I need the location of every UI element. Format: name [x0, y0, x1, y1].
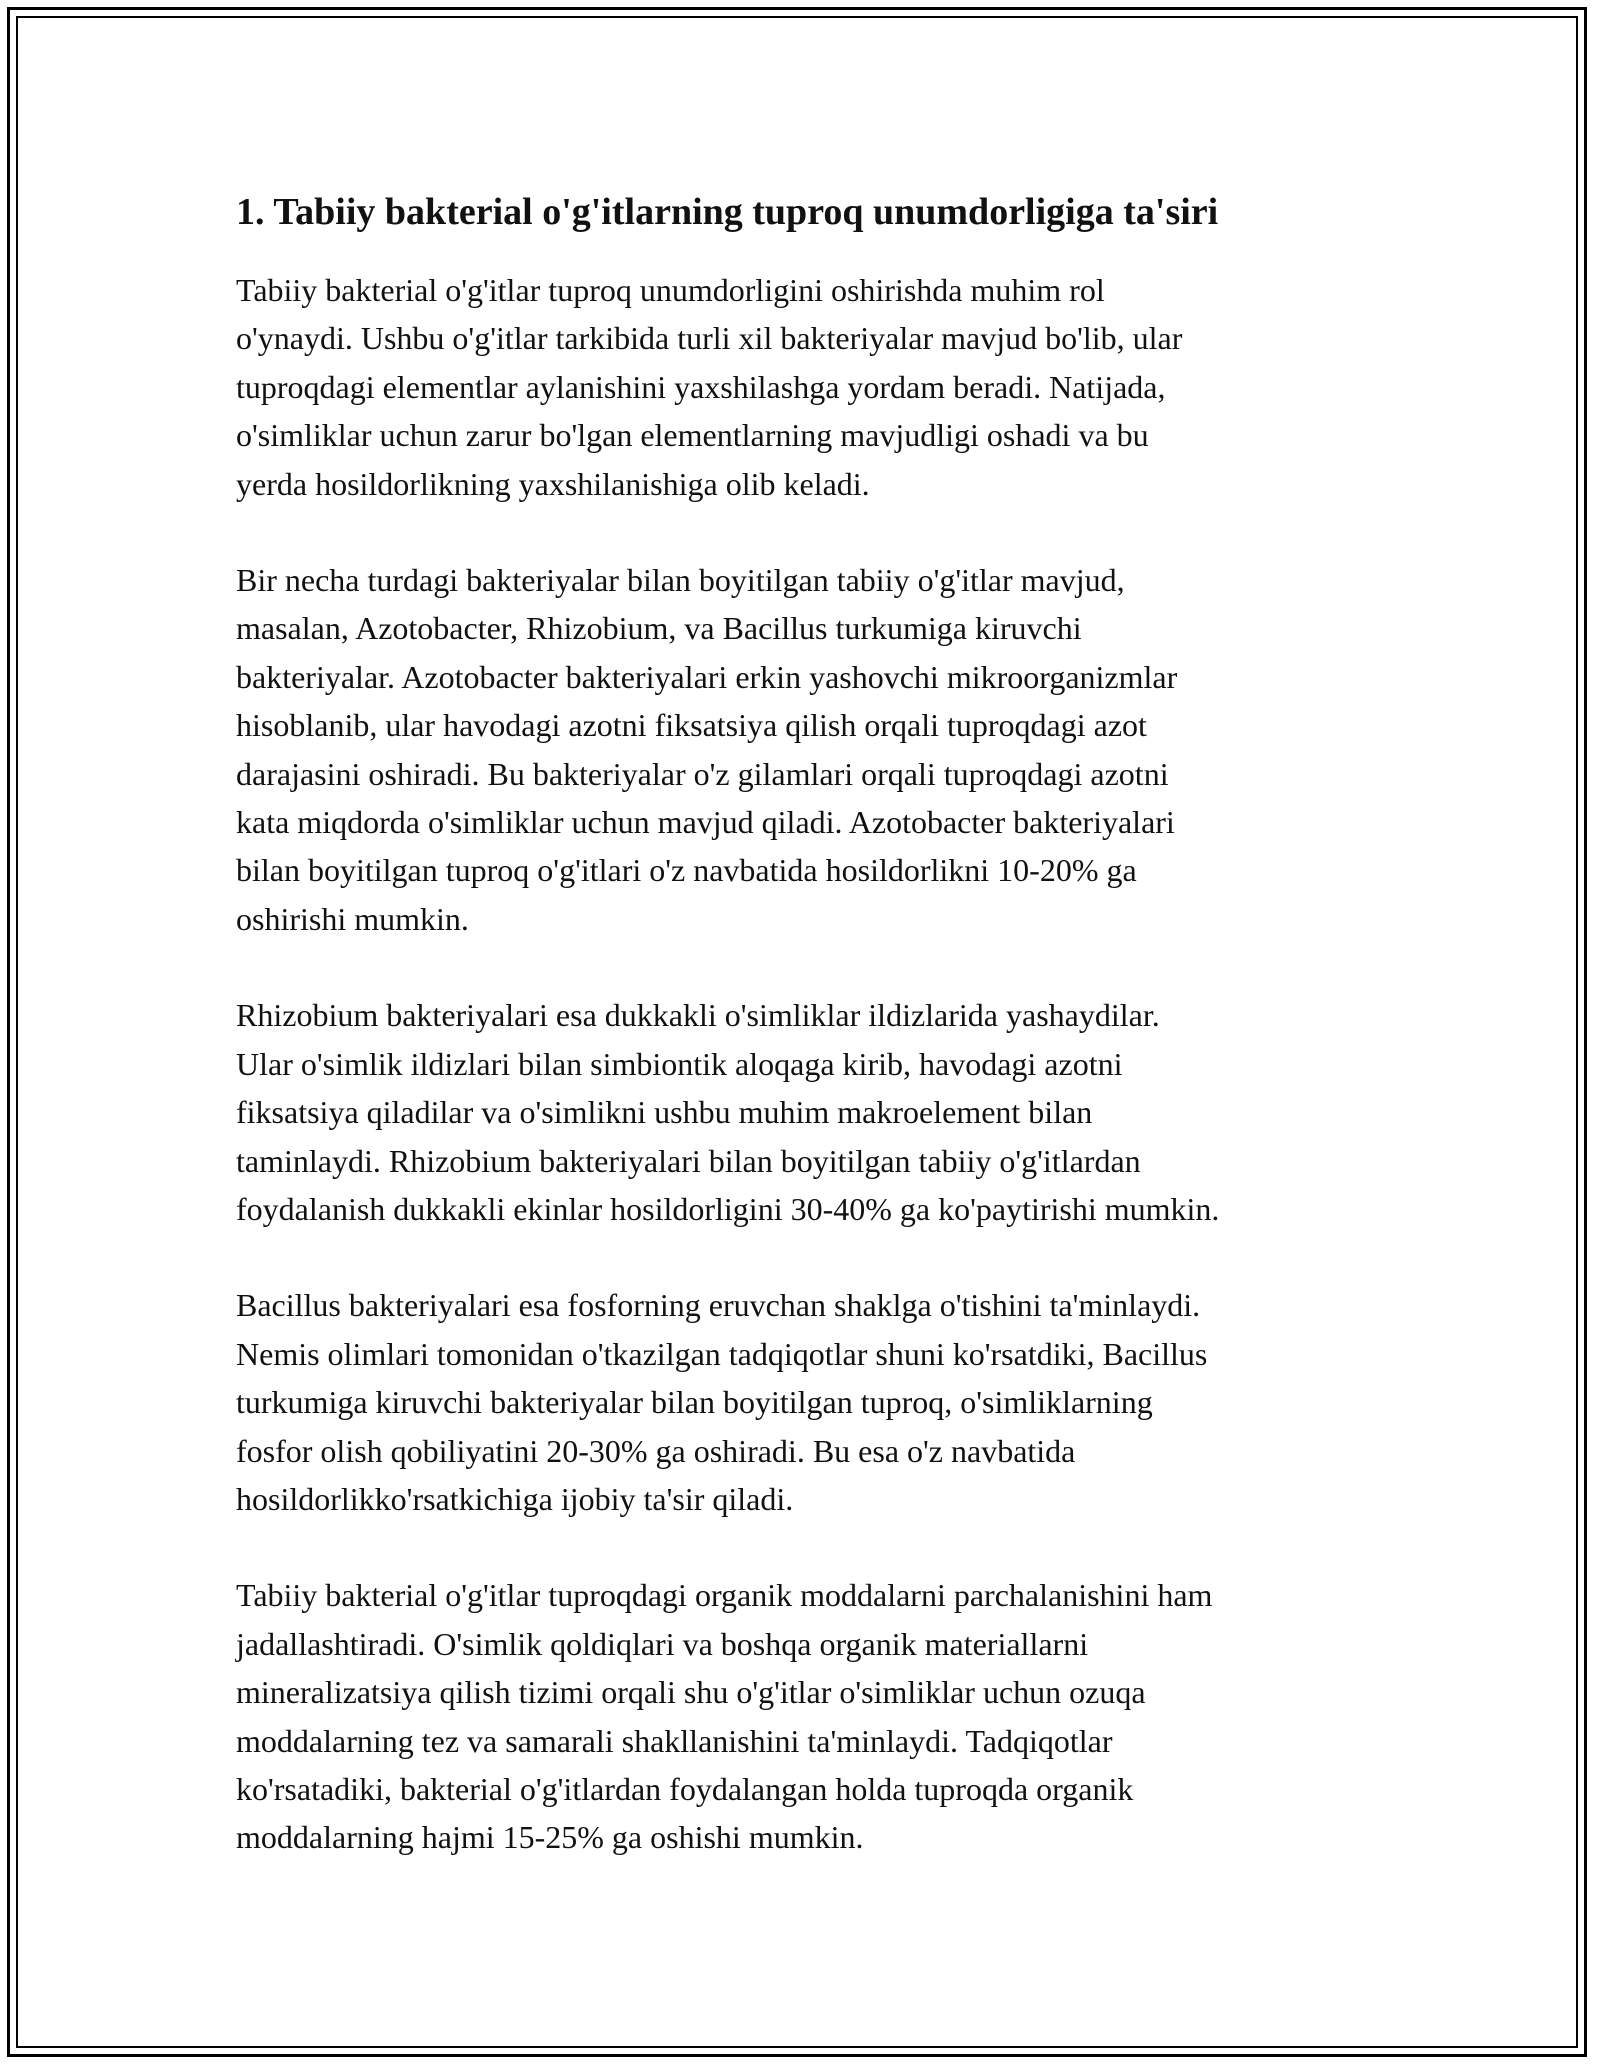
paragraph-azotobacter: Bir necha turdagi bakteriyalar bilan boyitilgan tabiiy o'g'itlar mavjud, masalan, Azotobacter, Rhizobium, va Bacillus turkumiga kiruvchi bakteriyalar. Azotobacter bakteriyalari erkin yashovchi mikroorganizmlar hisoblanib, ular havodagi azotni fiksatsiya qilish orqali tuproqdagi azot darajasini oshiradi. Bu bakteriyalar o'z gilamlari orqali tuproqdagi azotni kata miqdorda o'simliklar uchun mavjud qiladi. Azotobacter bakteriyalari bilan boyitilgan tuproq o'g'itlari o'z navbatida hosildorlikni 10-20% ga oshirishi mumkin.	[236, 562, 1178, 937]
document-body	[236, 186, 1366, 1910]
paragraph-intro: Tabiiy bakterial o'g'itlar tuproq unumdorligini oshirishda muhim rol o'ynaydi. Ushbu o'g'itlar tarkibida turli xil bakteriyalar mavjud bo'lib, ular tuproqdagi elementlar aylanishini yaxshilashga yordam beradi. Natijada, o'simliklar uchun zarur bo'lgan elementlarning mavjudligi oshadi va bu yerda hosildorlikning yaxshilanishiga olib keladi.	[236, 272, 1183, 502]
paragraph-bacillus: Bacillus bakteriyalari esa fosforning eruvchan shaklga o'tishini ta'minlaydi. Nemis olimlari tomonidan o'tkazilgan tadqiqotlar shuni ko'rsatdiki, Bacillus turkumiga kiruvchi bakteriyalar bilan boyitilgan tuproq, o'simliklarning fosfor olish qobiliyatini 20-30% ga oshiradi. Bu esa o'z navbatida hosildorlikko'rsatkichiga ijobiy ta'sir qiladi.	[236, 1287, 1208, 1517]
section-title: 1. Tabiiy bakterial o'g'itlarning tuproq unumdorligiga ta'siri	[236, 191, 1219, 233]
paragraph-organic-matter: Tabiiy bakterial o'g'itlar tuproqdagi organik moddalarni parchalanishini ham jadallashtiradi. O'simlik qoldiqlari va boshqa organik materiallarni mineralizatsiya qilish tizimi orqali shu o'g'itlar o'simliklar uchun ozuqa moddalarning tez va samarali shakllanishini ta'minlaydi. Tadqiqotlar ko'rsatadiki, bakterial o'g'itlardan foydalangan holda tuproqda organik moddalarning hajmi 15-25% ga oshishi mumkin.	[236, 1577, 1213, 1856]
paragraph-rhizobium: Rhizobium bakteriyalari esa dukkakli o'simliklar ildizlarida yashaydilar. Ular o'simlik ildizlari bilan simbiontik aloqaga kirib, havodagi azotni fiksatsiya qiladilar va o'simlikni ushbu muhim makroelement bilan taminlaydi. Rhizobium bakteriyalari bilan boyitilgan tabiiy o'g'itlardan foydalanish dukkakli ekinlar hosildorligini 30-40% ga ko'paytirishi mumkin.	[236, 997, 1220, 1227]
